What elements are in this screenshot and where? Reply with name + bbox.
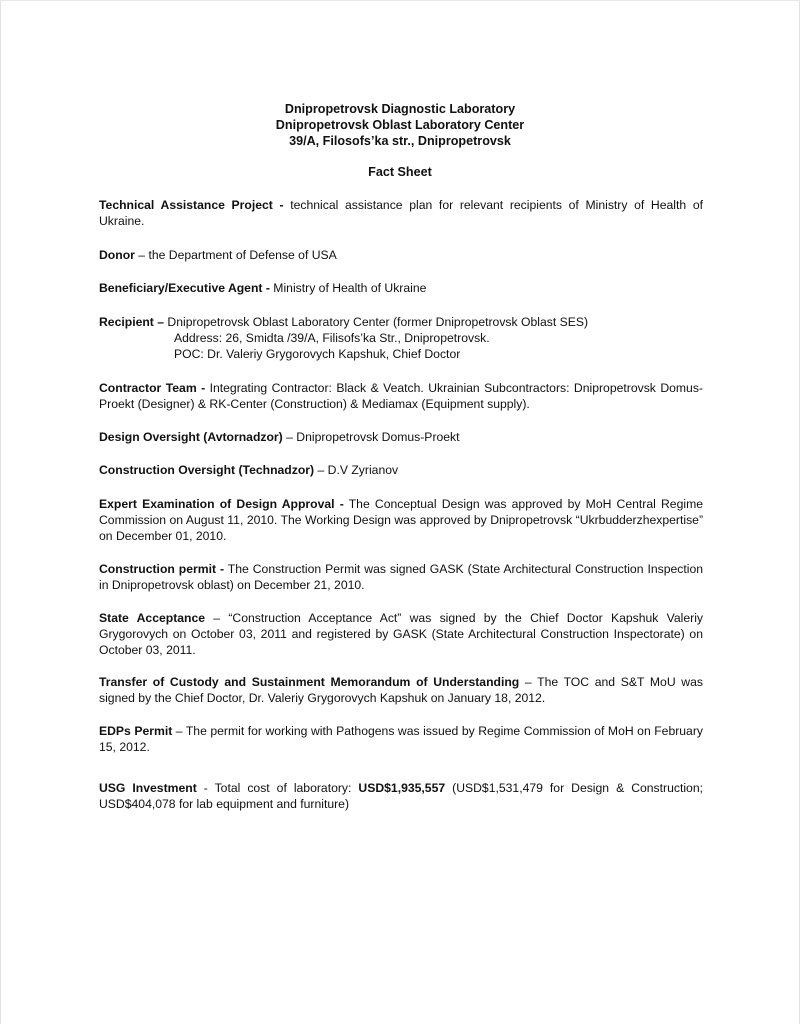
section-recipient: [99, 314, 703, 362]
section-technical-assistance: [99, 197, 703, 229]
section-label: Recipient –: [99, 315, 165, 329]
section-label: Donor: [99, 248, 135, 262]
section-edps-permit: [99, 723, 703, 755]
header-line-center-name: Dnipropetrovsk Oblast Laboratory Center: [275, 118, 525, 132]
section-text: Integrating Contractor: Black & Veatch. Ukrainian Subcontractors: Dnipropetrovsk Domus-Proekt (Designer) & RK-Center (Construction) & Mediamax (Equipment supply).: [99, 381, 703, 411]
header-line-lab-name: Dnipropetrovsk Diagnostic Laboratory: [284, 102, 516, 116]
section-label: Technical Assistance Project -: [99, 198, 284, 212]
section-transfer-of-custody: [99, 674, 703, 706]
section-label: Contractor Team -: [99, 381, 206, 395]
total-cost-value: USD$1,935,557: [358, 781, 446, 795]
section-label: State Acceptance: [99, 611, 206, 625]
section-text: Ministry of Health of Ukraine: [269, 281, 427, 295]
section-beneficiary: [99, 280, 703, 296]
section-text: The Construction Permit was signed GASK (State Architectural Construction Inspection in Dnipropetrovsk oblast) on December 21, 2010.: [99, 562, 704, 592]
section-text: – “Construction Acceptance Act” was signed by the Chief Doctor Kapshuk Valeriy Grygorovych on October 03, 2011 and registered by GASK (State Architectural Construction Inspectorate) on October 03, 2011.: [99, 611, 704, 657]
section-label: Transfer of Custody and Sustainment Memorandum of Understanding: [99, 675, 520, 689]
section-state-acceptance: [99, 610, 703, 658]
section-label: Expert Examination of Design Approval -: [99, 497, 344, 511]
section-contractor-team: [99, 380, 703, 412]
section-label: Construction Oversight (Technadzor): [99, 463, 315, 477]
header-line-address: 39/A, Filosofs’ka str., Dnipropetrovsk: [289, 134, 511, 148]
section-text: – The TOC and S&T MoU was signed by the Chief Doctor, Dr. Valeriy Grygorovych Kapshuk on January 18, 2012.: [99, 675, 703, 705]
section-text: – Dnipropetrovsk Domus-Proekt: [282, 430, 460, 444]
section-label: USG Investment: [99, 781, 197, 795]
recipient-poc: POC: Dr. Valeriy Grygorovych Kapshuk, Chief Doctor: [174, 347, 461, 361]
section-label: EDPs Permit: [99, 724, 173, 738]
section-label: Beneficiary/Executive Agent -: [99, 281, 270, 295]
section-text: technical assistance plan for relevant recipients of Ministry of Health of Ukraine.: [99, 198, 703, 228]
recipient-address: Address: 26, Smidta /39/A, Filisofs’ka Str., Dnipropetrovsk.: [174, 331, 490, 345]
section-expert-examination: [99, 496, 703, 544]
section-text: Dnipropetrovsk Oblast Laboratory Center (former Dnipropetrovsk Oblast SES): [164, 315, 589, 329]
section-construction-permit: [99, 561, 703, 593]
section-design-oversight: [99, 429, 703, 445]
section-label: Design Oversight (Avtornadzor): [99, 430, 283, 444]
section-text: – D.V Zyrianov: [314, 463, 399, 477]
section-construction-oversight: [99, 462, 703, 478]
section-text-breakdown: (USD$1,531,479 for Design & Construction; USD$404,078 for lab equipment and furniture): [99, 781, 703, 811]
section-text: – The permit for working with Pathogens was issued by Regime Commission of MoH on February 15, 2012.: [99, 724, 703, 754]
section-donor: [99, 247, 703, 263]
section-text: – the Department of Defense of USA: [134, 248, 337, 262]
section-usg-investment: [99, 780, 703, 812]
section-text: The Conceptual Design was approved by MoH Central Regime Commission on August 11, 2010. The Working Design was approved by Dnipropetrovsk “Ukrbudderzhexpertise” on December 01, 2010.: [99, 497, 704, 543]
document-header: [1, 101, 799, 149]
section-label: Construction permit -: [99, 562, 225, 576]
section-text: - Total cost of laboratory:: [196, 781, 359, 795]
page-title: Fact Sheet: [368, 165, 432, 179]
